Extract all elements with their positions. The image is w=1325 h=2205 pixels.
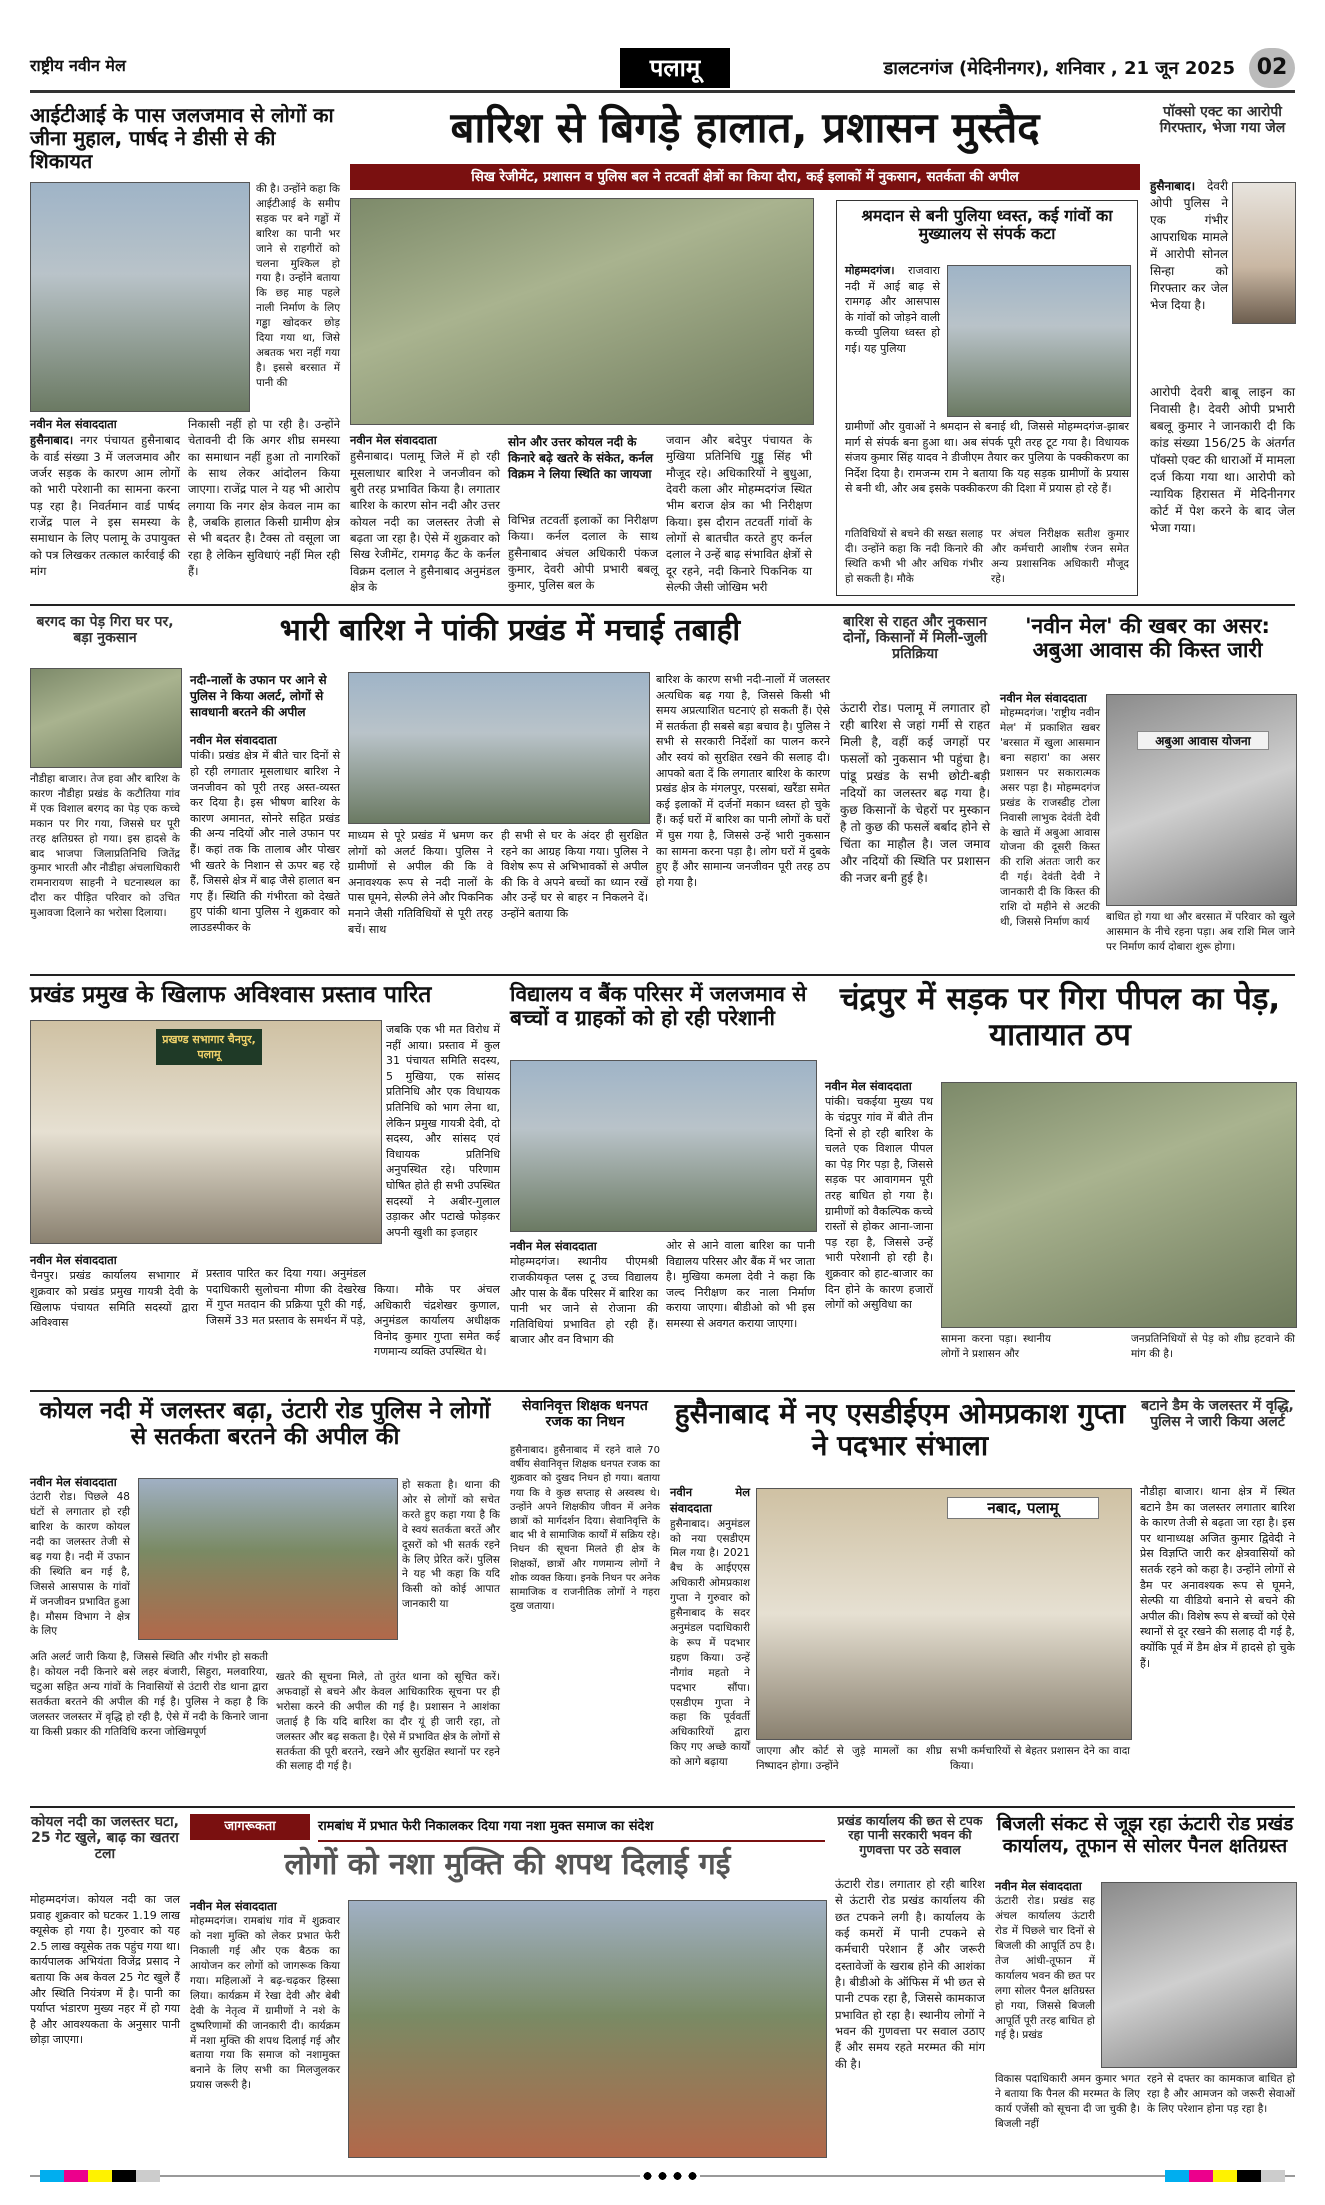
damaged-solar-panel-photo: [1101, 1882, 1297, 2068]
kicker: नदी-नालों के उफान पर आने से पुलिस ने किया अलर्ट, लोगों से सावधानी बरतने की अपील: [190, 673, 327, 720]
page-number: 02: [1249, 48, 1295, 88]
body-mid: जाएगा और कोर्ट से जुड़े मामलों का शीघ्र निष्पादन होगा। उन्होंने: [756, 1745, 942, 1772]
dateline: हुसैनाबाद।: [1150, 179, 1196, 193]
headline: भारी बारिश ने पांकी प्रखंड में मचाई तबाही: [279, 613, 741, 648]
divider: [30, 604, 1295, 606]
body: हुसैनाबाद। हुसैनाबाद में रहने वाले 70 वर्षीय सेवानिवृत्त शिक्षक धनपत रजक का शुक्रवार को दुखद निधन हो गया। बताया गया कि वे कुछ सप्ताह से अस्वस्थ थे। उन्होंने अपने शिक्षकीय जीवन में अनेक छात्रों को मार्गदर्शन दिया। सेवानिवृत्ति के बाद भी वे सामाजिक कार्यों में सक्रिय रहे। निधन की सूचना मिलते ही क्षेत्र के शिक्षकों, छात्रों और गणमान्य लोगों ने शोक व्यक्त किया। इनके निधन पर अनेक सामाजिक व राजनीतिक लोगों ने गहरा दुख जताया।: [510, 1445, 660, 1613]
body: ऊंटारी रोड। पलामू में लगातार हो रही बारिश से जहां गर्मी से राहत मिली है, वहीं कई जगहों पर फसलों को नुकसान भी पहुंचा है। पांडू प्रखंड के सभी छोटी-बड़ी नदियों का जलस्तर बढ़ गया है। कुछ किसानों के चेहरों पर मुस्कान है तो कुछ की फसलें बर्बाद होने से चिंता का माहौल है। जल जमाव और नदियों की स्थिति पर प्रशासन की नजर बनी हुई है।: [840, 701, 990, 886]
story-new-sdm: [670, 1398, 1130, 1798]
pledge-photo: [348, 1900, 827, 2158]
section-label: पलामू: [620, 48, 730, 88]
story-koel-water-drop: [30, 1814, 180, 2164]
fallen-peepal-photo: [941, 1082, 1297, 1328]
col-2: माध्यम से पूरे प्रखंड में भ्रमण कर लोगों को अलर्ट किया। पुलिस ने ग्रामीणों से अपील की कि वे अनावश्यक रूप से नदी नालों के पास घूमने, सेल्फी लेने और पिकनिक मनाने जैसी गतिविधियों से पूरी तरह बचें। साथ: [348, 829, 493, 936]
body-narrow: [1000, 690, 1100, 929]
col-3: जवान और बदेपुर पंचायत के मुखिया प्रतिनिधि गुड्डू सिंह भी मौजूद रहे। अधिकारियों ने बुधुआ, देवरी कला और मोहम्मदगंज स्थित भीम बराज क्षेत्र का भी निरीक्षण किया। इस दौरान तटवर्ती गांवों के लोगों से बातचीत करते हुए कर्नल दलाल ने उन्हें बाढ़ संभावित क्षेत्रों से दूर रहने, नदी किनारे पिकनिक या सेल्फी जैसी जोखिम भरी: [666, 433, 812, 594]
body-text: मोहम्मदगंज। स्थानीय पीएमश्री राजकीयकृत प्लस टू उच्च विद्यालय और पास के बैंक परिसर में बारिश का पानी भर जाने से रोजाना की गतिविधियां प्रभावित हो रही हैं। बाजार और वन विभाग की: [510, 1255, 658, 1347]
body: ऊंटारी रोड। लगातार हो रही बारिश से ऊंटारी रोड प्रखंड कार्यालय की छत टपकने लगी है। कार्यालय के कई कमरों में पानी टपकने से कर्मचारी परेशान हैं और जरूरी दस्तावेजों के खराब होने की आशंका है। बीडीओ के ऑफिस में भी छत से पानी टपक रहा है, जिससे कामकाज प्रभावित हो रहा है। स्थानीय लोगों ने भवन की गुणवत्ता पर सवाल उठाए हैं और समय रहते मरम्मत की मांग की है।: [835, 1877, 985, 2071]
byline: नवीन मेल संवाददाता: [1000, 691, 1087, 705]
riverbank-crowd-photo: [138, 1478, 398, 1640]
body-text: हुसैनाबाद। पलामू जिले में हो रही मूसलाधार बारिश ने जनजीवन को बुरी तरह प्रभावित किया है। लगातार बारिश के कारण सोन नदी और उत्तर कोयल नदी का जलस्तर तेजी से बढ़ता जा रहा है। ऐसे में शुक्रवार को सिख रेजीमेंट, रामगढ़ कैंट के कर्नल विक्रम दलाल ने हुसैनाबाद अनुमंडल क्षेत्र के: [350, 449, 500, 594]
pullquote: सोन और उत्तर कोयल नदी के किनारे बढ़े खतरे के संकेत, कर्नल विक्रम ने लिया स्थिति का जायजा: [508, 435, 654, 482]
col-1: [190, 732, 340, 964]
body-text: राजवारा नदी में आई बाढ़ से रामगढ़ और आसपास के गांवों को जोड़ने वाली कच्ची पुलिया ध्वस्त हो गई। यह पुलिया: [845, 264, 940, 356]
headline: 'नवीन मेल' की खबर का असर: अबुआ आवास की किस्त जारी: [1025, 614, 1270, 663]
story-koel-river-alert: [30, 1398, 500, 1798]
story-obituary: [510, 1398, 660, 1798]
color-calibration-right: [1165, 2170, 1285, 2182]
body-bottom-left: गतिविधियों से बचने की सख्त सलाह दी। उन्होंने कहा कि नदी किनारे की स्थिति कभी भी और अधिक गंभीर हो सकती है। मौके: [845, 528, 983, 585]
body-left: [30, 416, 180, 594]
col-4: बारिश के कारण सभी नदी-नालों में जलस्तर अत्यधिक बढ़ गया है, जिससे किसी भी समय अप्रत्याशित घटनाएं हो सकती हैं। ऐसे में सतर्कता ही सबसे बड़ा बचाव है। पुलिस ने सभी से सरकारी निर्देशों का पालन करने और स्वयं को सुरक्षित रखने की सलाह दी। आपको बता दें कि लगातार बारिश के कारण प्रखंड क्षेत्र के मंगलपुर, परसबां, खरैंडा समेत कई इलाकों में दर्जनों मकान ध्वस्त हो चुके हैं। कई घरों में बारिश का पानी लोगों के घरों में घुस गया है, जिससे उन्हें भारी नुकसान का सामना करना पड़ा है। लोग घरों में दुबके हुए हैं और सामान्य जनजीवन पूरी तरह ठप हो गया है।: [656, 673, 830, 889]
story-abua-awas: [1000, 614, 1295, 964]
body-narrow: [995, 1878, 1095, 2068]
house-sign: अबुआ आवास योजना: [1137, 731, 1269, 750]
headline: लोगों को नशा मुक्ति की शपथ दिलाई गई: [284, 1847, 731, 1882]
body-narrow: [1150, 178, 1228, 378]
body-text: देवरी ओपी पुलिस ने एक गंभीर आपराधिक मामले में आरोपी सोनल सिन्हा को गिरफ्तार कर जेल भेज दिया है।: [1150, 179, 1228, 313]
body-right: सभी कर्मचारियों से बेहतर प्रशासन देने का वादा किया।: [950, 1745, 1130, 1772]
headline: बारिश से बिगड़े हालात, प्रशासन मुस्तैद: [450, 103, 1040, 152]
divider: [30, 1806, 1295, 1808]
story-panki-rain: [190, 614, 830, 964]
color-calibration-left: [40, 2170, 160, 2182]
body-text: चैनपुर। प्रखंड कार्यालय सभागार में शुक्रवार को प्रखंड प्रमुख गायत्री देवी के खिलाफ पंचायत समिति सदस्यों द्वारा अविश्वास: [30, 1269, 198, 1330]
divider: [30, 1390, 1295, 1392]
color-calibration-center: [640, 2170, 700, 2182]
story-school-bank: [510, 982, 815, 1382]
house-photo: [1106, 694, 1297, 906]
inspection-photo: [350, 198, 814, 425]
headline: आईटीआई के पास जलजमाव से लोगों का जीना मुहाल, पार्षद ने डीसी से की शिकायत: [30, 103, 334, 173]
story-no-confidence: [30, 982, 500, 1382]
story-power-crisis: [995, 1814, 1295, 2164]
body-mid: ग्रामीणों और युवाओं ने श्रमदान से बनाई थी, जिससे मोहम्मदगंज-झाबर मार्ग से संपर्क बना हुआ था। अब संपर्क पूरी तरह टूट गया है। विधायक संजय कुमार सिंह यादव ने डीजीएम तैयार कर पुलिया के पक्कीकरण का निर्देश दिया है। रामजन्म राम ने बताया कि यह सड़क ग्रामीणों के प्रयास से बनी थी, और अब इसके पक्कीकरण की दिशा में प्रयास हो रहे हैं।: [845, 420, 1129, 496]
byline: नवीन मेल संवाददाता: [825, 1079, 912, 1093]
masthead: राष्ट्रीय नवीन मेल: [30, 56, 126, 75]
body-bottom-3: किया। मौके पर अंचल अधिकारी चंद्रशेखर कुणाल, अनुमंडल कार्यालय अधीक्षक विनोद कुमार गुप्ता समेत कई गणमान्य व्यक्ति उपस्थित थे।: [374, 1283, 500, 1359]
byline: नवीन मेल संवाददाता: [190, 733, 277, 747]
body-right-bottom: निकासी नहीं हो पा रही है। उन्होंने चेतावनी दी कि अगर शीघ्र समस्या का समाधान नहीं हुआ तो नागरिकों के साथ लेकर आंदोलन किया जाएगा। राजेंद्र पाल ने यह भी आरोप लगाया कि नगर क्षेत्र केवल नाम का है, जबकि हालात किसी ग्रामीण क्षेत्र से भी बदतर है। टैक्स तो वसूला जा रहा है लेकिन सुविधाएं नहीं मिल रही हैं।: [188, 417, 340, 578]
page-header: [30, 48, 1295, 93]
kicker-badge: जागरूकता: [190, 1814, 310, 1840]
body-narrow: [825, 1078, 933, 1382]
body-text: मोहम्मदगंज। 'राष्ट्रीय नवीन मेल' में प्रकाशित खबर 'बरसात में खुला आसमान बना सहारा' का असर प्रशासन पर सकारात्मक असर पड़ा है। मोहम्मदगंज प्रखंड के राजस्डीह टोला निवासी लाभुक देवंती देवी के खाते में अबुआ आवास योजना की दूसरी किस्त की राशि अंततः जारी कर दी गई। देवंती देवी ने जानकारी दी कि किस्त की राशि दो महीने से अटकी थी, जिससे निर्माण कार्य: [1000, 707, 1100, 929]
body-narrow: [670, 1484, 750, 1798]
body-right: जनप्रतिनिधियों से पेड़ को शीघ्र हटवाने की मांग की है।: [1131, 1333, 1295, 1360]
body-bottom-right: पर अंचल निरीक्षक सतीश कुमार और कर्मचारी आशीष रंजन समेत अन्य प्रशासनिक अधिकारी मौजूद रहे।: [991, 528, 1129, 585]
body-text: मोहम्मदगंज। रामबांध गांव में शुक्रवार को नशा मुक्ति को लेकर प्रभात फेरी निकाली गई और एक बैठक का आयोजन कर लोगों को जागरूक किया गया। महिलाओं ने बढ़-चढ़कर हिस्सा लिया। कार्यक्रम में रेखा देवी और बेबी देवी के नेतृत्व में ग्रामीणों ने नशे के दुष्परिणामों की जानकारी दी। कार्यक्रम में नशा मुक्ति की शपथ दिलाई गई और बताया गया कि समाज को नशामुक्त बनाने के लिए सभी का मिलजुलकर प्रयास जरूरी है।: [190, 1915, 340, 2092]
byline: नवीन मेल संवाददाता: [995, 1879, 1082, 1893]
story-leaking-roof: [835, 1814, 985, 2164]
headline: पॉक्सो एक्ट का आरोपी गिरफ्तार, भेजा गया जेल: [1159, 104, 1286, 137]
story-iti-waterlogging: [30, 104, 340, 594]
body: नौडीहा बाजार। तेज हवा और बारिश के कारण नौडीहा प्रखंड के कटौतिया गांव में एक विशाल बरगद का पेड़ एक कच्चे मकान पर गिर गया, जिससे घर पूरी तरह क्षतिग्रस्त हो गया। इस हादसे के बाद भाजपा जिलाप्रतिनिधि जितेंद्र कुमार भारती और नौडीहा अंचलाधिकारी रामनारायण साहनी ने घटनास्थल का दौरा कर पीड़ित परिवार को उचित मुआवजा दिलाने का भरोसा दिलाया।: [30, 773, 180, 920]
headline: सेवानिवृत्त शिक्षक धनपत रजक का निधन: [522, 1398, 648, 1431]
body-text: पांकी। प्रखंड क्षेत्र में बीते चार दिनों से हो रही लगातार मूसलाधार बारिश ने जनजीवन को पूरी तरह अस्त-व्यस्त कर दिया है। इस भीषण बारिश के कारण अमानत, सोनरे सहित प्रखंड की अन्य नदियों और नाले उफान पर हैं। कहां तक कि तालाब और पोखर भी खतरे के निशान से ऊपर बह रहे हैं, जिससे क्षेत्र में बाढ़ जैसे हालात बन गए हैं। स्थिति की गंभीरता को देखते हुए पांकी थाना पुलिस ने शुक्रवार को लाउडस्पीकर के: [190, 749, 340, 935]
byline: नवीन मेल संवाददाता: [30, 417, 117, 431]
body-wide: आरोपी देवरी बाबू लाइन का निवासी है। देवरी ओपी प्रभारी बबलू कुमार ने जानकारी दी कि कांड संख्या 156/25 के अंतर्गत पॉक्सो एक्ट की धाराओं में मामला दर्ज किया गया था। आरोपी को न्यायिक हिरासत में मेदिनीनगर कोर्ट में पेश करने के बाद जेल भेजा गया।: [1150, 385, 1295, 536]
story-nasha-mukti: [190, 1814, 825, 2164]
col-2: विभिन्न तटवर्ती इलाकों का निरीक्षण किया। कर्नल दलाल के साथ हुसैनाबाद अंचल अधिकारी पंकज कुमार, देवरी ओपी प्रभारी बबलू कुमार, पुलिस बल के: [508, 513, 658, 593]
body-top: [845, 263, 940, 415]
collapsed-culvert-photo: [947, 265, 1131, 417]
body-text: उंटारी रोड। पिछले 48 घंटों से लगातार हो रही बारिश के कारण कोयल नदी का जलस्तर तेजी से बढ़ गया है। नदी में उफान की स्थिति बन गई है, जिससे आसपास के गांवों में जनजीवन प्रभावित हुआ है। मौसम विभाग ने क्षेत्र के लिए: [30, 1491, 130, 1638]
dateline: मोहम्मदगंज।: [845, 264, 895, 277]
headline: प्रखंड प्रमुख के खिलाफ अविश्वास प्रस्ताव पारित: [30, 982, 432, 1008]
story-farmers-reaction: [840, 614, 990, 964]
flooded-river-photo: [348, 672, 650, 824]
body-right: हो सकता है। थाना की ओर से लोगों को सचेत करते हुए कहा गया है कि वे स्वयं सतर्कता बरतें और दूसरों को भी सतर्क रहने के लिए प्रेरित करें। पुलिस ने यह भी कहा कि यदि किसी को कोई आपात जानकारी या: [402, 1479, 500, 1611]
story-pocso-arrest: [1150, 104, 1295, 594]
body-right: जबकि एक भी मत विरोध में नहीं आया। प्रस्ताव में कुल 31 पंचायत समिति सदस्य, 5 मुखिया, एक सांसद प्रतिनिधि और एक विधायक प्रतिनिधि को भाग लेना था, लेकिन प्रमुख गायत्री देवी, दो सदस्य, और सांसद एवं विधायक प्रतिनिधि अनुपस्थित रहे। परिणाम घोषित होते ही सभी उपस्थित सदस्यों ने अबीर-गुलाल उड़ाकर और पटाखे फोड़कर अपनी खुशी का इजहार: [386, 1023, 500, 1239]
body: नौडीहा बाजार। थाना क्षेत्र में स्थित बटाने डैम का जलस्तर लगातार बारिश के कारण तेजी से बढ़ता जा रहा है। इस पर थानाध्यक्ष अजित कुमार द्विवेदी ने प्रेस विज्ञप्ति जारी कर क्षेत्रवासियों को सतर्क रहने को कहा है। उन्होंने लोगों से डैम पर अनावश्यक रूप से घूमने, सेल्फी या वीडियो बनाने से बचने की अपील की। विशेष रूप से बच्चों को ऐसे स्थानों से दूर रखने की सलाह दी गई है, क्योंकि पूर्व में डैम क्षेत्र में हादसे हो चुके हैं।: [1140, 1485, 1296, 1670]
body: मोहम्मदगंज। कोयल नदी का जल प्रवाह शुक्रवार को घटकर 1.19 लाख क्यूसेक हो गया है। गुरुवार को यह 2.5 लाख क्यूसेक तक पहुंच गया था। कार्यपालक अभियंता विजेंद्र प्रसाद ने बताया कि अब केवल 25 गेट खुले हैं और स्थिति नियंत्रण में है। पानी का पर्याप्त भंडारण मुख्य नहर में हो गया है और आवश्यकता के अनुसार पानी छोड़ा जाएगा।: [30, 1893, 180, 2047]
dateline: हुसैनाबाद।: [30, 433, 74, 448]
subhead: सिख रेजीमेंट, प्रशासन व पुलिस बल ने तटवर्ती क्षेत्रों का किया दौरा, कई इलाकों में नुकसान, सतर्कता की अपील: [350, 164, 1140, 190]
headline: चंद्रपुर में सड़क पर गिरा पीपल का पेड़, यातायात ठप: [839, 981, 1281, 1053]
byline: नवीन मेल संवाददाता: [30, 1475, 117, 1489]
meeting-photo: [30, 1020, 382, 1244]
body-text: पांकी। चकईया मुख्य पथ के चंद्रपुर गांव में बीते तीन दिनों से हो रही बारिश के चलते एक विशाल पीपल का पेड़ गिर पड़ा है, जिससे सड़क पर आवागमन पूरी तरह बाधित हो गया है। ग्रामीणों को वैकल्पिक कच्चे रास्तों से होकर आना-जाना पड़ रहा है, जिससे उन्हें भारी परेशानी हो रही है। शुक्रवार को हाट-बाजार का दिन होने के कारण हजारों लोगों को असुविधा का: [825, 1095, 933, 1312]
body-mid: सामना करना पड़ा। स्थानीय लोगों ने प्रशासन और: [941, 1333, 1051, 1360]
body-text: ऊंटारी रोड। प्रखंड सह अंचल कार्यालय ऊंटारी रोड में पिछले चार दिनों से बिजली की आपूर्ति ठप है। तेज आंधी-तूफान में कार्यालय भवन की छत पर लगा सोलर पैनल क्षतिग्रस्त हो गया, जिससे बिजली आपूर्ति पूरी तरह बाधित हो गई है। प्रखंड: [995, 1895, 1095, 2042]
headline: बरगद का पेड़ गिरा घर पर, बड़ा नुकसान: [36, 614, 174, 647]
body-wide: बाधित हो गया था और बरसात में परिवार को खुले आसमान के नीचे रहना पड़ा। अब राशि मिल जाने पर निर्माण कार्य दोबारा शुरू होगा।: [1106, 911, 1295, 953]
body-narrow: [30, 1474, 130, 1644]
fallen-tree-photo: [30, 668, 182, 768]
body: [190, 1898, 340, 2164]
headline: बारिश से राहत और नुकसान दोनों, किसानों में मिली-जुली प्रतिक्रिया: [842, 614, 988, 663]
story-batane-dam: [1140, 1398, 1295, 1798]
body-bottom-2: प्रस्ताव पारित कर दिया गया। अनुमंडल पदाधिकारी सुलोचना मीणा की देखरेख में गुप्त मतदान की प्रक्रिया पूरी की गई, जिसमें 33 मत प्रस्ताव के समर्थन में पड़े,: [206, 1267, 366, 1327]
headline: विद्यालय व बैंक परिसर में जलजमाव से बच्चों व ग्राहकों को हो रही परेशानी: [510, 982, 807, 1031]
strap: रामबांध में प्रभात फेरी निकालकर दिया गया नशा मुक्त समाज का संदेश: [318, 1814, 825, 1842]
byline: नवीन मेल संवाददाता: [510, 1239, 597, 1253]
accused-photo: [1232, 182, 1296, 324]
divider: [30, 974, 1295, 976]
hall-sign: प्रखण्ड सभागार चैनपुर, पलामू: [156, 1029, 262, 1065]
headline: प्रखंड कार्यालय की छत से टपक रहा पानी सरकारी भवन की गुणवत्ता पर उठे सवाल: [837, 1813, 983, 1857]
byline: नवीन मेल संवाददाता: [350, 433, 437, 447]
school-waterlogging-photo: [510, 1060, 817, 1232]
col-1: [350, 432, 500, 594]
story-banyan-tree: [30, 614, 180, 964]
headline: हुसैनाबाद में नए एसडीईएम ओमप्रकाश गुप्ता ने पदभार संभाला: [674, 1397, 1126, 1463]
headline: कोयल नदी में जलस्तर बढ़ा, उंटारी रोड पुलिस ने लोगों से सतर्कता बरतने की अपील की: [39, 1398, 491, 1451]
byline: नवीन मेल संवाददाता: [670, 1485, 750, 1516]
body-bottom-1: अति अलर्ट जारी किया है, जिससे स्थिति और गंभीर हो सकती है। कोयल नदी किनारे बसे लहर बंजारी, सिहुरा, मलवारिया, चटुआ सहित अन्य गांवों के निवासियों से उंटारी रोड थाना द्वारा सतर्कता बरतने की अपील की गई है। पुलिस ने कहा है कि जलस्तर जलस्तर में वृद्धि हो रही है, ऐसे में नदी के किनारे जाना या किसी प्रकार की गतिविधि करना जोखिमपूर्ण: [30, 1651, 268, 1738]
col-3: ही सभी से घर के अंदर ही सुरक्षित रहने का आग्रह किया गया। पुलिस ने विशेष रूप से अभिभावकों से अपील की कि वे अपने बच्चों का ध्यान रखें और उन्हें घर से बाहर न निकलने दें। उन्होंने बताया कि: [501, 829, 648, 921]
body-bottom-2: रहने से दफ्तर का कामकाज बाधित हो रहा है और आमजन को जरूरी सेवाओं के लिए परेशान होना पड़ रहा है।: [1147, 2073, 1295, 2115]
headline: बिजली संकट से जूझ रहा ऊंटारी रोड प्रखंड कार्यालय, तूफान से सोलर पैनल क्षतिग्रस्त: [996, 1813, 1294, 1857]
page-dateline: डालटनगंज (मेदिनीनगर), शनिवार , 21 जून 2025: [883, 58, 1235, 79]
headline: श्रमदान से बनी पुलिया ध्वस्त, कई गांवों का मुख्यालय से संपर्क कटा: [861, 206, 1113, 244]
body-right: ओर से आने वाला बारिश का पानी विद्यालय परिसर और बैंक में भर जाता है। मुखिया कमला देवी ने कहा कि जल्द निरीक्षण कर नाला निर्माण कराया जाएगा। बीडीओ को भी इस समस्या से अवगत कराया जाएगा।: [666, 1239, 815, 1331]
headline: बटाने डैम के जलस्तर में वृद्धि, पुलिस ने जारी किया अलर्ट: [1141, 1398, 1294, 1431]
body-text: नगर पंचायत हुसैनाबाद के वार्ड संख्या 3 में जलजमाव और जर्जर सड़क के कारण आम लोगों को भारी परेशानी का सामना करना पड़ रहा है। निवर्तमान वार्ड पार्षद राजेंद्र पाल ने इस समस्या के समाधान के लिए पलामू के उपायुक्त को पत्र लिखकर तत्काल कार्रवाई की मांग: [30, 433, 180, 578]
sdm-bouquet-photo: [756, 1488, 1132, 1740]
byline: नवीन मेल संवाददाता: [30, 1253, 117, 1267]
byline: नवीन मेल संवाददाता: [190, 1899, 277, 1913]
body-bottom-1: विकास पदाधिकारी अमन कुमार भगत ने बताया कि पैनल की मरम्मत के लिए कार्य एजेंसी को सूचना दी जा चुकी है। बिजली नहीं: [995, 2073, 1140, 2130]
office-sign: नबाद, पलामू: [947, 1497, 1099, 1519]
waterlogging-photo: [30, 182, 250, 412]
body-right-top: की है। उन्होंने कहा कि आईटीआई के समीप सड़क पर बने गड्ढों में बारिश का पानी भर जाने से राहगीरों को चलना मुश्किल हो गया है। उन्होंने बताया कि छह माह पहले नाली निर्माण के लिए गड्ढा खोदकर छोड़ दिया गया था, जिसे अबतक भरा नहीं गया है। इससे बरसात में पानी की: [256, 183, 340, 389]
story-peepal-tree: [825, 982, 1295, 1382]
body-bottom-1: [30, 1252, 198, 1382]
body-bottom-2: खतरे की सूचना मिले, तो तुरंत थाना को सूचित करें। अफवाहों से बचने और केवल आधिकारिक सूचना पर ही भरोसा करने की अपील की गई है। प्रशासन ने आशंका जताई है कि यदि बारिश का दौर यूं ही जारी रहा, तो जलस्तर और बढ़ सकता है। ऐसे में प्रभावित क्षेत्र के लोगों से सतर्कता की पूरी बरतने, रखने और सुरक्षित स्थानों पर रहने की सलाह दी गई है।: [276, 1671, 500, 1773]
body-text: हुसैनाबाद। अनुमंडल को नया एसडीएम मिल गया है। 2021 बैच के आईएएस अधिकारी ओमप्रकाश गुप्ता ने गुरुवार को हुसैनाबाद के सदर अनुमंडल पदाधिकारी के रूप में पदभार ग्रहण किया। उन्हें नौगांव महतो ने पदभार सौंपा। एसडीएम गुप्ता ने कहा कि पूर्ववर्ती अधिकारियों द्वारा किए गए अच्छे कार्यों को आगे बढ़ाया: [670, 1517, 750, 1769]
body-left: [510, 1238, 658, 1382]
headline: कोयल नदी का जलस्तर घटा, 25 गेट खुले, बाढ़ का खतरा टला: [31, 1814, 179, 1863]
story-culvert-collapse: [836, 200, 1138, 596]
